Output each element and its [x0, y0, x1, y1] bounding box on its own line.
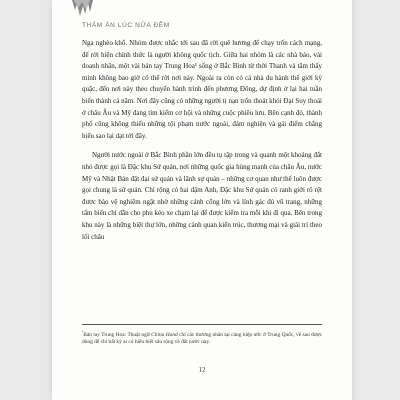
- footnote-text-before: Bản tay Trung Hoa: Thuật ngữ: [83, 331, 152, 338]
- book-page: [52, 0, 352, 400]
- footnote-marker: ¹: [82, 329, 84, 334]
- footnote: [82, 328, 322, 347]
- paragraph: Người nước ngoài ở Bắc Bình phần lớn đều tụ tập trong và quanh một khoảng đất nhỏ được gọi là Đặc khu Sứ quán, nơi những quốc gia hùng mạnh của châu Âu, nước Mỹ và Nhật Bản đặt đại sứ quán và lãnh sự quán – những cơ quan như thế luôn được gọi chung là sứ quán. Chỉ rộng có hai dặm Anh, Đặc khu Sứ quán có ranh giới rõ rệt được bảo vệ nghiêm ngặt nhờ những cánh cổng lớn và lính gác đủ vũ trang, những tấm biển chỉ dẫn cho phu kéo xe chạm lại để được kiếm tra mỗi khi đi qua. Bên trong khu này là những biệt thự lớn, những cảnh quan kiến trúc, thương mại và giải trí theo lối châu: [82, 151, 322, 241]
- paragraph: Nga nghèo khổ. Nhóm được nhắc tới sau đã rời quê hương để chạy trốn cách mạng, để rời hiện chính thức là người không quốc tịch. Giữa hai nhóm là các nhà báo, vài doanh nhân, một vài bản tay Trung Hoa¹ sống ở Bắc Bình từ thời Thanh và tâm thấy mình không bao giờ có thể rời nơi này. Ngoài ra còn có cả nhà du hành thế giới kỳ quặc, đến nơi này theo chuyến hành trình đến phương Đông, dự định ở lại hai tuần biến thành cả năm. Nơi đây cũng có những người tị nạn trốn thoát khỏi Đại Suy thoái ở châu Âu và Mỹ đang tìm kiếm cơ hội và những cuộc phiêu lưu. Bên cạnh đó, thành phố cũng không thiếu những tội phạm nước ngoài, đám nghiện và gái điếm chẳng hiểu sao lại dạt tới đây.: [82, 39, 322, 140]
- footnote-divider: [82, 324, 322, 325]
- body-text: [82, 38, 322, 251]
- page-number: 12: [198, 366, 206, 374]
- running-title: THẢM ÁN LÚC NỬA ĐÊM: [82, 22, 170, 29]
- hand-graphic-icon: [68, 0, 110, 22]
- footnote-italic-term: China Hand: [151, 331, 178, 338]
- footnote-text-after: chỉ các thương nhân tại cảng hiệp ước ở Trung Quốc, về sau được dùng để chỉ bất kỳ ai có hiểu biết sâu rộng về đất nước này.: [82, 331, 322, 346]
